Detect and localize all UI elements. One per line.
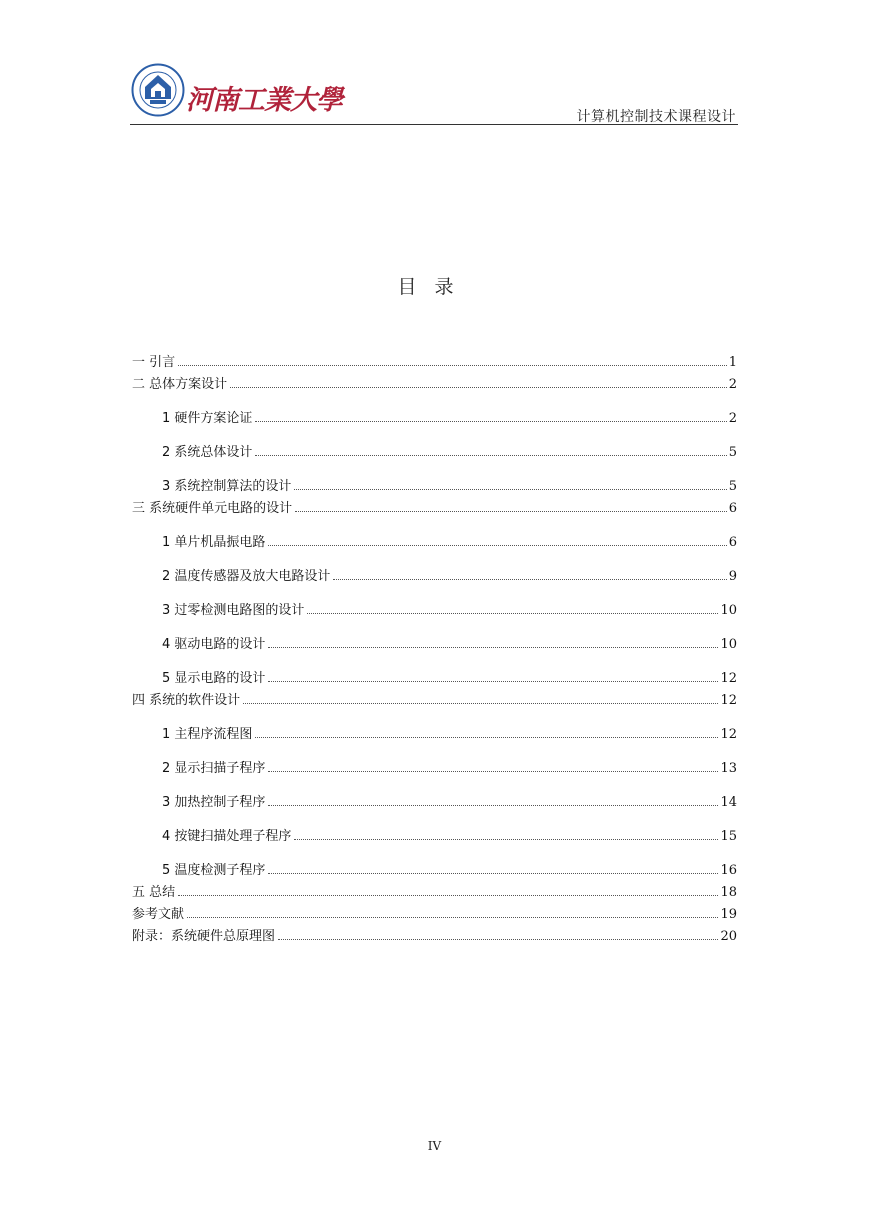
leader-dots: [243, 702, 718, 704]
toc-title: 目录: [397, 276, 472, 298]
leader-dots: [294, 488, 726, 490]
leader-dots: [255, 736, 718, 738]
toc-entry[interactable]: 2 温度传感器及放大电路设计 9: [162, 569, 737, 584]
leader-dots: [255, 454, 726, 456]
toc-entry[interactable]: 三 系统硬件单元电路的设计 6: [132, 501, 737, 516]
leader-dots: [294, 838, 718, 840]
leader-dots: [268, 544, 726, 546]
toc-entry[interactable]: 1 主程序流程图 12: [162, 727, 737, 742]
leader-dots: [187, 916, 718, 918]
toc-entry[interactable]: 4 驱动电路的设计 10: [162, 637, 737, 652]
toc-entry[interactable]: 附录：系统硬件总原理图 20: [132, 929, 737, 944]
leader-dots: [268, 872, 718, 874]
leader-dots: [178, 364, 727, 366]
leader-dots: [255, 420, 726, 422]
toc-entry[interactable]: 3 加热控制子程序 14: [162, 795, 737, 810]
toc-entry[interactable]: 5 显示电路的设计 12: [162, 671, 737, 686]
toc-entry[interactable]: 2 系统总体设计 5: [162, 445, 737, 460]
toc-entry[interactable]: 参考文献 19: [132, 907, 737, 922]
toc-entry[interactable]: 2 显示扫描子程序 13: [162, 761, 737, 776]
course-title: 计算机控制技术课程设计: [576, 109, 736, 125]
university-seal-icon: [131, 63, 185, 117]
leader-dots: [307, 612, 718, 614]
leader-dots: [230, 386, 727, 388]
leader-dots: [268, 770, 718, 772]
toc-entry[interactable]: 5 温度检测子程序 16: [162, 863, 737, 878]
leader-dots: [333, 578, 726, 580]
page-number: IV: [427, 1139, 442, 1153]
page-header: [130, 60, 738, 126]
leader-dots: [295, 510, 727, 512]
toc-entry[interactable]: 五 总结 18: [132, 885, 737, 900]
toc-entry[interactable]: 二 总体方案设计 2: [132, 377, 737, 392]
leader-dots: [268, 646, 718, 648]
toc-entry[interactable]: 4 按键扫描处理子程序 15: [162, 829, 737, 844]
toc-entry[interactable]: 一 引言 1: [132, 355, 737, 370]
header-divider: [130, 124, 738, 125]
toc-entry[interactable]: 3 过零检测电路图的设计 10: [162, 603, 737, 618]
toc-entry[interactable]: 1 硬件方案论证 2: [162, 411, 737, 426]
leader-dots: [278, 938, 718, 940]
leader-dots: [268, 804, 718, 806]
leader-dots: [268, 680, 718, 682]
university-logo-text: 河南工業大學: [186, 85, 342, 116]
toc-entry[interactable]: 3 系统控制算法的设计 5: [162, 479, 737, 494]
toc-entry[interactable]: 1 单片机晶振电路 6: [162, 535, 737, 550]
toc-entry[interactable]: 四 系统的软件设计 12: [132, 693, 737, 708]
leader-dots: [178, 894, 718, 896]
table-of-contents: [132, 352, 737, 948]
